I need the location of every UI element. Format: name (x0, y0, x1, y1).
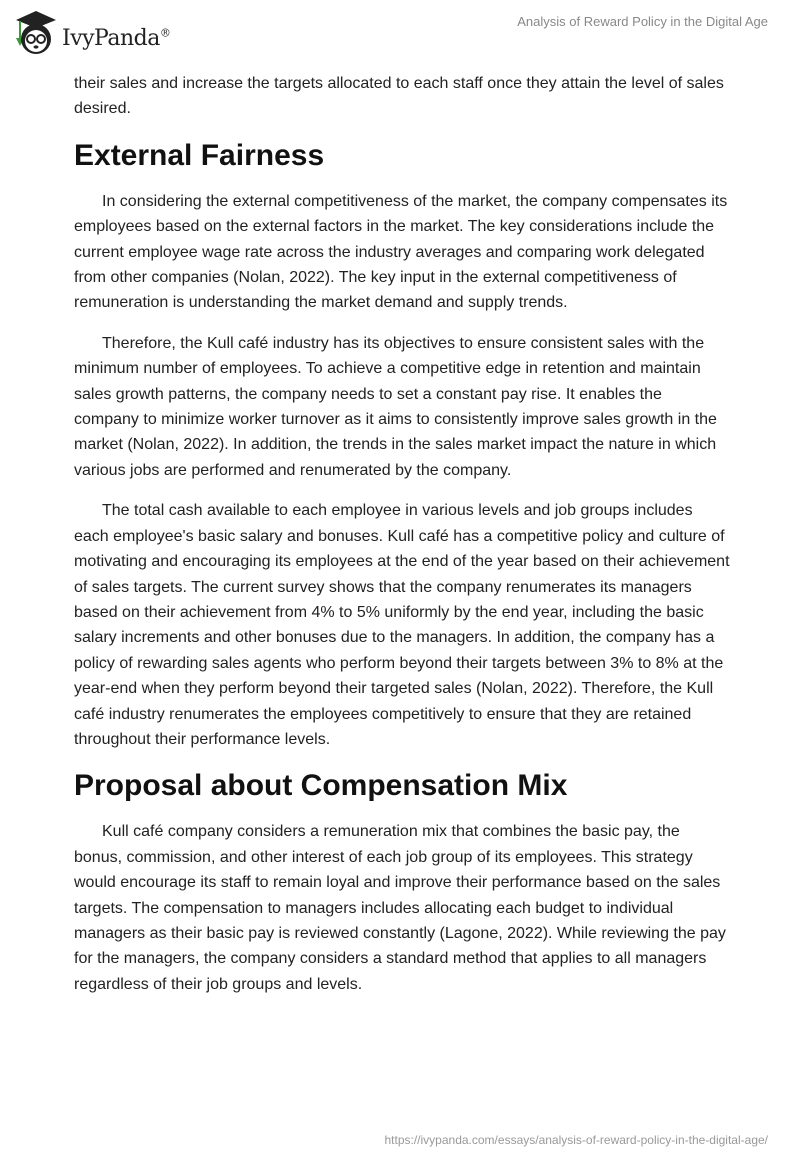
paragraph: The total cash available to each employee in various levels and job groups includes each employee's basic salary and bonuses. Kull café has a competitive policy and culture of motivating and encouraging its employees at the end of the year based on their achievement of sales targets. The current survey shows that the company renumerates its managers based on their achievement from 4% to 5% uniformly by the end year, including the basic salary increments and other bonuses due to the managers. In addition, the company has a policy of rewarding sales agents who perform beyond their targets between 3% to 8% at the year-end when they perform beyond their targeted sales (Nolan, 2022). Therefore, the Kull café industry renumerates the employees competitively to ensure that they are retained throughout their performance levels. (74, 502, 730, 748)
logo-text (62, 26, 170, 51)
paragraph: Kull café company considers a remuneration mix that combines the basic pay, the bonus, commission, and other interest of each job group of its employees. This strategy would encourage its staff to remain loyal and improve their performance based on the sales targets. The compensation to managers includes allocating each budget to individual managers as their basic pay is reviewed constantly (Lagone, 2022). While reviewing the pay for the managers, the company considers a standard method that applies to all managers regardless of their job groups and levels. (74, 823, 726, 993)
paragraph: Therefore, the Kull café industry has its objectives to ensure consistent sales with the minimum number of employees. To achieve a competitive edge in retention and maintain sales growth patterns, the company needs to set a constant pay rise. It enables the company to minimize worker turnover as it aims to consistently improve sales growth in the market (Nolan, 2022). In addition, the trends in the sales market impact the nature in which various jobs are performed and renumerated by the company. (74, 334, 717, 479)
intro-paragraph: their sales and increase the targets allocated to each staff once they attain the level of sales desired. (74, 75, 724, 118)
logo-wordmark: IvyPanda (62, 25, 160, 51)
ivypanda-logo[interactable] (12, 8, 170, 56)
source-url[interactable]: https://ivypanda.com/essays/analysis-of-reward-policy-in-the-digital-age/ (384, 1133, 768, 1147)
section-heading-compensation-mix: Proposal about Compensation Mix (74, 769, 568, 803)
page-header (0, 0, 800, 60)
panda-graduate-icon (12, 8, 56, 56)
registered-mark: ® (159, 26, 171, 40)
essay-content (74, 71, 730, 1012)
paragraph: In considering the external competitiveness of the market, the company compensates its employees based on the external factors in the market. The key considerations include the current employee wage rate across the industry averages and comparing work delegated from other companies (Nolan, 2022). The key input in the external competitiveness of remuneration is understanding the market demand and supply trends. (74, 192, 728, 312)
document-title: Analysis of Reward Policy in the Digital Age (517, 14, 768, 29)
section-heading-external-fairness: External Fairness (74, 138, 325, 172)
